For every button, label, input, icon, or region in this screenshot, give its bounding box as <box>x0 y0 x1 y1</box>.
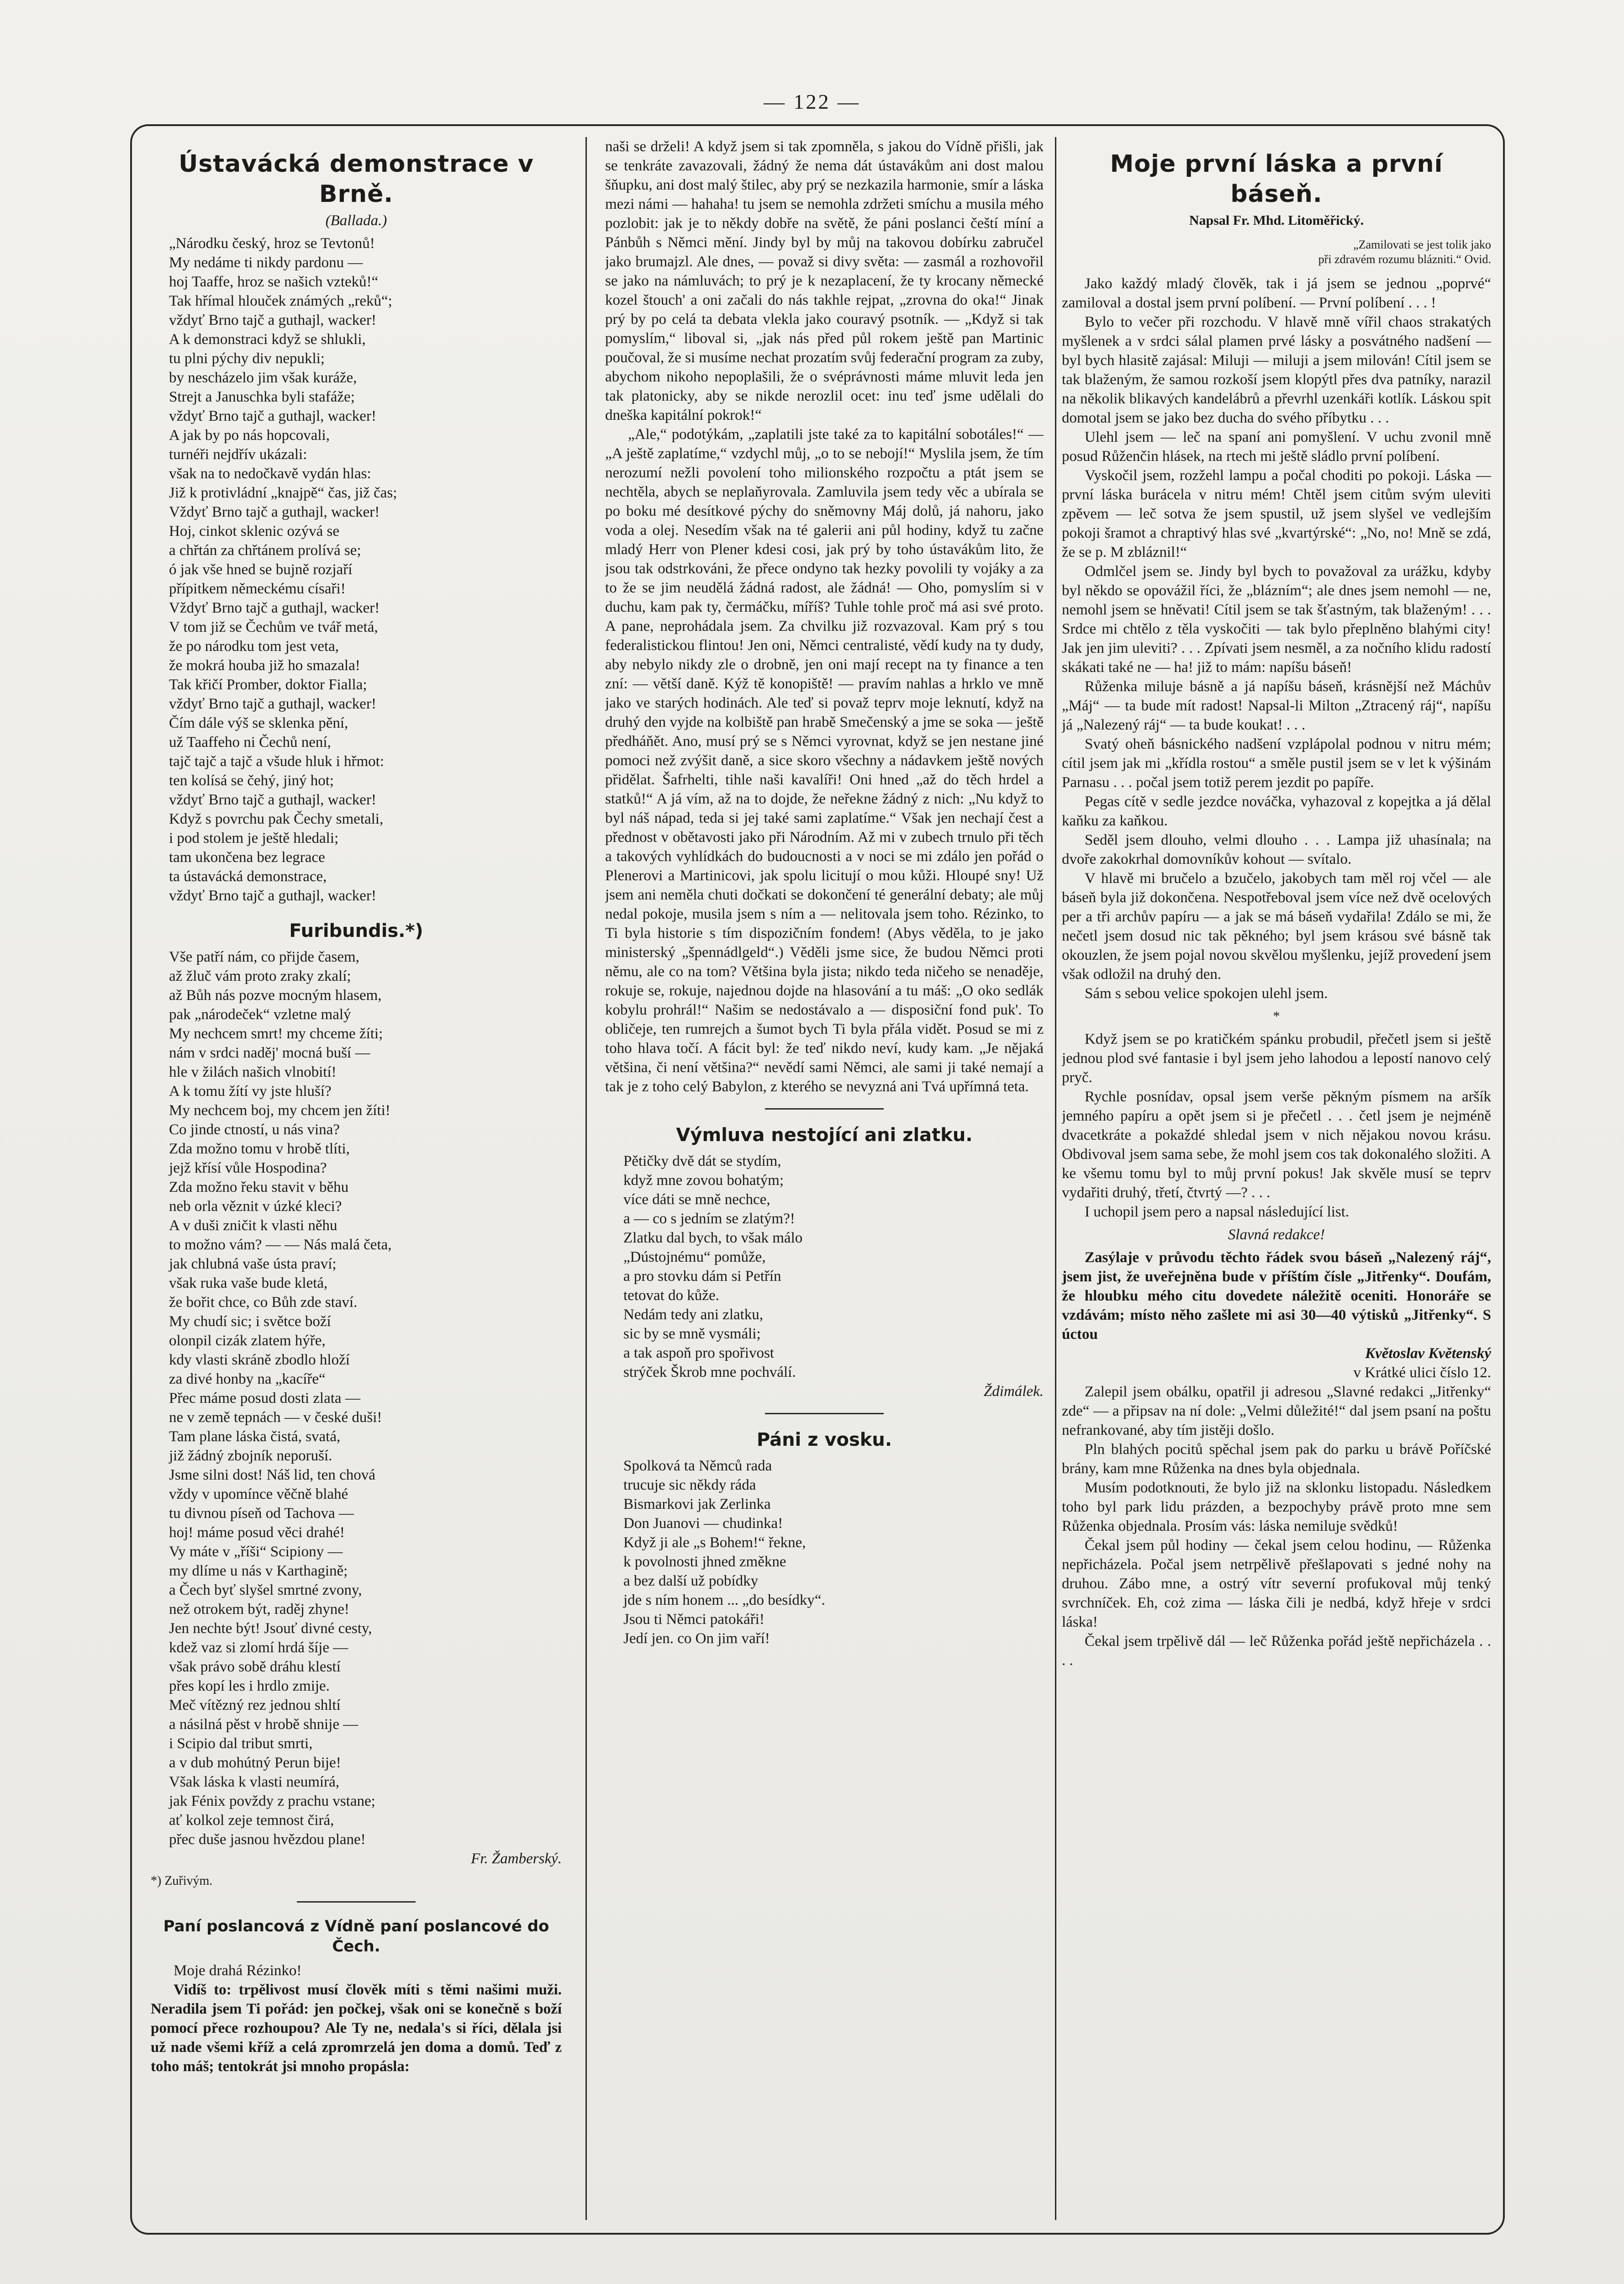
story-paragraph: Sám s sebou velice spokojen ulehl jsem. <box>1085 985 1328 1002</box>
poem-line: „Dústojnému“ pomůže, <box>623 1249 766 1265</box>
laska-part-1 <box>1062 274 1491 1003</box>
poem-line: sic by se mně vysmáli; <box>623 1326 761 1342</box>
poem-line: kdy vlasti skráně zbodlo hloží <box>169 1352 350 1368</box>
ballad-genre: (Ballada.) <box>325 212 387 229</box>
poem-line: Přec máme posud dosti zlata — <box>169 1390 360 1406</box>
story-paragraph: Pln blahých pocitů spěchal jsem pak do parku u brávě Poříčské brány, kam mne Růženka na dnes byla objednala. <box>1062 1441 1491 1477</box>
poem-line: by nescházelo jim však kuráže, <box>169 370 357 386</box>
story-paragraph: V hlavě mi bručelo a bzučelo, jakobych tam měl roj včel — ale báseň byla již dokončena. Nespotřeboval jsem více než dvě ocelových per a tři archův papíru — a jak se má báseň vydařila! Zdálo se mi, že nečetl jsem dosud nic tak pěkného; byl jsem krásou své básně tak okouzlen, že jsem pojal novou skvělou myšlenku, jejíž provedení jsem však odložil na druhý den. <box>1062 870 1491 983</box>
poem-line: vždyť Brno tajč a guthajl, wacker! <box>169 312 376 328</box>
poem-line: že po národku tom jest veta, <box>169 638 339 655</box>
poem-line: jak Fénix povždy z prachu vstane; <box>169 1793 375 1809</box>
poem-line: Don Juanovi — chudinka! <box>623 1515 783 1532</box>
story-paragraph: Seděl jsem dlouho, velmi dlouho . . . Lampa již uhasínala; na dvoře zakokrhal domovníkův kohout — svítalo. <box>1062 832 1491 867</box>
poem-line: a tak aspoň pro spořivost <box>623 1345 774 1361</box>
poem-line: Vždyť Brno tajč a guthajl, wacker! <box>169 504 380 520</box>
vymluva-poem <box>605 1152 1044 1382</box>
poem-line: pak „národeček“ vzletne malý <box>169 1006 351 1023</box>
poem-line: My nechcem boj, my chcem jen žíti! <box>169 1102 390 1119</box>
vymluva-signature: Ždimálek. <box>983 1383 1044 1400</box>
pani-title: Páni z vosku. <box>756 1429 892 1450</box>
poem-line: Hoj, cinkot sklenic ozývá se <box>169 523 339 539</box>
poem-line: Vždyť Brno tajč a guthajl, wacker! <box>169 600 380 616</box>
poem-line: Bismarkovi jak Zerlinka <box>623 1496 771 1512</box>
poem-line: strýček Škrob mne pochválí. <box>623 1364 796 1380</box>
poem-line: jejž křísí vůle Hospodina? <box>169 1160 327 1176</box>
column-left <box>151 137 562 2220</box>
poem-line: hle v žilách našich vlnobití! <box>169 1064 337 1080</box>
poem-line: i Scipio dal tribut smrti, <box>169 1735 313 1752</box>
poem-line: Tak hřímal hlouček známých „reků“; <box>169 293 392 309</box>
poem-line: a — co s jedním se zlatým?! <box>623 1211 795 1227</box>
poem-line: vždyť Brno tajč a guthajl, wacker! <box>169 792 376 808</box>
letter-text-col1: Vidíš to: trpělivost musí člověk míti s těmi našimi muži. Neradila jsem Ti pořád: jen počkej, však oni se konečně s boží pomocí přece rozhoupou? Ale Ty ne, nedala's si říci, dělala jsi už nade všemi kříž a celá zpromrzelá jen doma a domů. Teď z toho máš; tentokrát jsi mnoho propásla: <box>151 1982 562 2075</box>
poem-line: však ruka vaše bude kletá, <box>169 1275 328 1291</box>
poem-line: Meč vítězný rez jednou shltí <box>169 1697 341 1713</box>
poem-line: přes kopí les i hrdlo zmije. <box>169 1678 330 1694</box>
poem-line: Již k protivládní „knajpě“ čas, již čas; <box>169 485 397 501</box>
poem-line: již žádný zbojník neporuší. <box>169 1448 332 1464</box>
poem-line: olonpil cizák zlatem hýře, <box>169 1332 326 1349</box>
poem-line: že mokrá houba již ho smazala! <box>169 657 360 674</box>
poem-line: i pod stolem je ještě hledali; <box>169 830 339 846</box>
laska-letter-body: Zasýlaje v průvodu těchto řádek svou báseň „Nalezený ráj“, jsem jist, že uveřejněna bude v příštím čísle „Jitřenky“. Doufám, že hloubku mého citu dovedete náležitě oceniti. Honoráře se vzdávám; místo něho zašlete mi asi 30—40 výtisků „Jitřenky“. S úctou <box>1062 1249 1491 1343</box>
divider <box>297 1901 416 1903</box>
poem-line: my dlíme u nás v Karthagině; <box>169 1563 348 1579</box>
furibundis-poem <box>151 947 562 1849</box>
poem-line: „Národku český, hroz se Tevtonů! <box>169 235 375 252</box>
poem-line: Spolková ta Němců rada <box>623 1458 772 1474</box>
poem-line: ať kolkol zeje temnost čirá, <box>169 1812 334 1829</box>
poem-line: a v dub mohútný Perun bije! <box>169 1755 341 1771</box>
poem-line: ó jak vše hned se bujně rozjaří <box>169 561 353 578</box>
story-paragraph: I uchopil jsem pero a napsal následující list. <box>1085 1204 1350 1220</box>
poem-line: Nedám tedy ani zlatku, <box>623 1306 764 1323</box>
poem-line: My chudí sic; i světce boží <box>169 1313 331 1330</box>
poem-line: jde s ním honem ... „do besídky“. <box>623 1592 825 1608</box>
poem-line: že bořit chce, co Bůh zde staví. <box>169 1294 358 1311</box>
poem-line: než otrokem být, raděj zhyne! <box>169 1601 349 1618</box>
story-paragraph: Odmlčel jsem se. Jindy byl bych to považoval za urážku, kdyby byl někdo se opovážil říci, že „blázním“; ale dnes jsem nemohl — ne, nemohl jsem se hněvati! Cítil jsem se tak šťastným, tak blaženým! . . . Srdce mi chtělo z těla vyskočiti — tak bylo přeplněno blahými city! Jak jen jim uleviti? . . . Zpívati jsem nesměl, a za nočního klidu radostí skákati také ne — ha! již to mám: napíšu báseň! <box>1062 563 1491 676</box>
story-paragraph: Čekal jsem trpělivě dál — leč Růženka pořád ještě nepřicházela . . . . <box>1062 1633 1491 1669</box>
column-right <box>1062 137 1491 2220</box>
story-paragraph: Svatý oheň básnického nadšení vzplápolal podnou v nitru mém; cítil jsem jak mi „křídla rostou“ a směle pustil jsem se v let k výšinám Parnasu . . . počal jsem totiž perem jezdit po papíře. <box>1062 736 1491 791</box>
poem-line: Tak křičí Promber, doktor Fialla; <box>169 677 367 693</box>
story-paragraph: Když jsem se po kratičkém spánku probudil, přečetl jsem si ještě jednou plod své fantasie i byl jsem jeho lahodou a lepostí nanovo celý pryč. <box>1062 1031 1491 1086</box>
poem-line: však na to nedočkavě vydán hlas: <box>169 465 371 482</box>
poem-line: tam ukončena bez legrace <box>169 849 325 866</box>
poem-line: nám v srdci naděj' mocná buší — <box>169 1045 370 1061</box>
poem-line: Tam plane láska čistá, svatá, <box>169 1428 341 1445</box>
vymluva-title: Výmluva nestojící ani zlatku. <box>676 1125 973 1146</box>
story-paragraph: Ulehl jsem — leč na spaní ani pomyšlení. V uchu zvonil mně posud Růženčin hlásek, na rtech mi ještě sládlo první políbení. <box>1062 429 1491 465</box>
furibundis-signature: Fr. Žamberský. <box>471 1850 562 1867</box>
poem-line: už Taaffeho ni Čechů není, <box>169 734 331 751</box>
poem-line: vždyť Brno tajč a guthajl, wacker! <box>169 408 376 424</box>
poem-line: tu divnou píseň od Tachova — <box>169 1505 354 1522</box>
laska-letter-head: Slavná redakce! <box>1228 1227 1325 1243</box>
story-paragraph: Bylo to večer při rozchodu. V hlavě mně vířil chaos strakatých myšlenek a v srdci sálal plamen prvé lásky a posvátného nadšení — byl bych hlasitě zajásal: Miluji — miluji a jsem milován! Cítil jsem se tak blaženým, že samou rozkoší jsem klopýtl přes dva patníky, narazil na několik blikavých kandelábrů a převrhl uzenkáři kotlík. Láskou spit domotal jsem se jako bez ducha do svého příbytku . . . <box>1062 314 1491 426</box>
poem-line: a pro stovku dám si Petřín <box>623 1268 781 1285</box>
section-star: * <box>1273 1009 1280 1024</box>
story-paragraph: Růženka miluje básně a já napíšu báseň, krásnější než Máchův „Máj“ — ta bude mít radost! Napsal-li Milton „Ztracený ráj“, napíšu já „Nalezený ráj“ — ta bude koukat! . . . <box>1062 678 1491 733</box>
poem-line: Jsme silni dost! Náš lid, ten chová <box>169 1467 375 1483</box>
poem-line: ta ústavácká demonstrace, <box>169 868 327 885</box>
laska-part-2 <box>1062 1030 1491 1221</box>
poem-line: k povolnosti jhned změkne <box>623 1554 786 1570</box>
poem-line: Strejt a Januschka byli stafáže; <box>169 389 355 405</box>
poem-line: tu plni pýchy div nepukli; <box>169 350 325 367</box>
poem-line: a Čech byť slyšel smrtné zvony, <box>169 1582 362 1598</box>
poem-line: My nedáme ti nikdy pardonu — <box>169 254 363 271</box>
poem-line: vždyť Brno tajč a guthajl, wacker! <box>169 888 376 904</box>
poem-line: Jedí jen. co On jim vaří! <box>623 1630 770 1647</box>
poem-line: Vše patří nám, co přijde časem, <box>169 949 359 965</box>
furibundis-footnote: *) Zuřivým. <box>151 1874 213 1888</box>
page-number: — 122 — <box>764 90 860 113</box>
furibundis-title: Furibundis.*) <box>289 920 423 941</box>
poem-line: A jak by po nás hopcovali, <box>169 427 330 444</box>
poem-line: Vy máte v „říši“ Scipiony — <box>169 1544 343 1560</box>
story-paragraph: Čekal jsem půl hodiny — čekal jsem celou hodinu, — Růženka nepřicházela. Počal jsem netrpělivě přešlapovati s jedné nohy na druhou. Zábo mne, a ostrý vítr severní profukoval můj tenký svrchníček. Eh, coż zima — láska čili je nedbá, když hřeje v srdci láska! <box>1062 1537 1491 1630</box>
column-middle <box>605 137 1044 2220</box>
poem-line: vždyť Brno tajč a guthajl, wacker! <box>169 696 376 712</box>
poem-line: A v duši zničit k vlasti něhu <box>169 1217 337 1234</box>
poem-line: ne v země tepnách — v české duši! <box>169 1409 382 1426</box>
pani-poem <box>605 1456 1044 1648</box>
poem-line: Když s povrchu pak Čechy smetali, <box>169 811 384 827</box>
poem-line: hoj! máme posud věci drahé! <box>169 1524 345 1541</box>
poem-line: Jen nechte být! Jsouť divné cesty, <box>169 1620 372 1637</box>
poem-line: Pětičky dvě dát se stydím, <box>623 1153 781 1169</box>
story-paragraph: Zalepil jsem obálku, opatřil ji adresou „Slavné redakci „Jitřenky“ zde“ — a připsav na ní dole: „Velmi důležité!“ dal jsem psaní na poštu nefrankované, aby tím jistěji došlo. <box>1062 1384 1491 1438</box>
poem-line: a bez další už pobídky <box>623 1573 759 1589</box>
poem-line: za divé honby na „kacíře“ <box>169 1371 326 1387</box>
poem-line: turnéři nejdřív ukázali: <box>169 446 307 463</box>
story-paragraph: Vyskočil jsem, rozžehl lampu a počal choditi po pokoji. Láska — první láska burácela v nitru mém! Chtěl jsem citům svým uleviti zpěvem — leč sotva že jsem spustil, už jsem slyšel ve vedlejším pokoji šramot a chraptivý hlas své „kvartýrské“: „No, no! Mně se zdá, že se p. M zbláznil!“ <box>1062 467 1491 560</box>
poem-line: trucuje sic někdy ráda <box>623 1477 756 1493</box>
laska-part-3 <box>1062 1382 1491 1670</box>
ballad-poem <box>151 234 562 905</box>
poem-line: když mne zovou bohatým; <box>623 1172 784 1189</box>
poem-line: Zda možno tomu v hrobě tlíti, <box>169 1141 350 1157</box>
column-rule-right <box>1055 137 1056 2220</box>
story-paragraph: Rychle posnídav, opsal jsem verše pěkným písmem na aršík jemného papíru a opět jsem si je přečetl . . . četl jsem je nejméně dvacetkráte a pokaždé shledal jsem v nich nějakou novou krásu. Obdivoval jsem sama sebe, že mohl jsem cos tak dokonalého složiti. A ke všemu tomu byl to můj první pokus! Jak skvěle musí se teprv vydařiti druhý, třetí, čtvrtý —? . . . <box>1062 1089 1491 1201</box>
divider <box>765 1108 884 1110</box>
poem-line: však právo sobě dráhu klestí <box>169 1659 341 1675</box>
column-rule-left <box>585 137 587 2220</box>
poem-line: Jsou ti Němci patokáři! <box>623 1611 765 1628</box>
poem-line: Když ji ale „s Bohem!“ řekne, <box>623 1534 806 1551</box>
poem-line: Co jinde ctností, u nás vina? <box>169 1121 340 1138</box>
letter-salutation: Moje drahá Rézinko! <box>174 1962 302 1979</box>
poem-line: přípitkem německému císaři! <box>169 581 346 597</box>
story-paragraph: Jako každý mladý člověk, tak i já jsem se jednou „poprvé“ zamiloval a dostal jsem první políbení. — První políbení . . . ! <box>1062 275 1491 311</box>
poem-line: kdež vaz si zlomí hrdá šíje — <box>169 1639 348 1656</box>
poem-line: více dáti se mně nechce, <box>623 1191 770 1208</box>
poem-line: My nechcem smrt! my chceme žíti; <box>169 1026 383 1042</box>
poem-line: A k demonstraci když se shlukli, <box>169 331 366 348</box>
divider <box>765 1413 884 1414</box>
poem-line: a chřtán za chřtánem prolívá se; <box>169 542 361 559</box>
ballad-title: Ústavácká demonstrace v Brně. <box>179 150 534 208</box>
poem-line: přec duše jasnou hvězdou plane! <box>169 1831 366 1848</box>
laska-letter-signature: Květoslav Květenský <box>1365 1345 1491 1362</box>
poem-line: to možno vám? — — Nás malá četa, <box>169 1237 392 1253</box>
poem-line: tetovat do kůže. <box>623 1287 719 1304</box>
poem-line: vždy v upomínce věčně blahé <box>169 1486 348 1502</box>
poem-line: A k tomu žítí vy jste hluší? <box>169 1083 332 1100</box>
poem-line: tajč tajč a tajč a všude hluk i hřmot: <box>169 753 385 770</box>
laska-motto-line: „Zamilovati se jest tolik jako <box>1353 238 1491 251</box>
poem-line: hoj Taaffe, hroz se našich vzteků!“ <box>169 274 379 290</box>
laska-byline: Napsal Fr. Mhd. Litoměřický. <box>1189 213 1364 228</box>
poem-line: a násilná pěst v hrobě shnije — <box>169 1716 359 1733</box>
story-paragraph: Pegas cítě v sedle jezdce nováčka, vyhazoval z kopejtka a já dělal kaňku za kaňkou. <box>1062 793 1491 829</box>
laska-title: Moje první láska a první báseň. <box>1110 150 1443 208</box>
poem-line: V tom již se Čechům ve tvář metá, <box>169 619 378 635</box>
poem-line: Čím dále výš se sklenka pění, <box>169 715 348 731</box>
poem-line: neb orla věznit v úzké kleci? <box>169 1198 342 1215</box>
poem-line: Však láska k vlasti neumírá, <box>169 1774 339 1790</box>
laska-letter-address: v Krátké ulici číslo 12. <box>1353 1364 1491 1381</box>
laska-motto-line: při zdravém rozumu blázniti.“ Ovid. <box>1318 253 1491 266</box>
letter-paragraph: „Ale,“ podotýkám, „zaplatili jste také za to kapitální sobotáles!“ — „A ještě zaplatíme,“ vzdychl můj, „o to se nebojí!“ Myslila jsem, že tím nerozumí nežli povolení toho milionského rozpočtu a ptát jsem se nechtěla, abych se neplaňyrovala. Zamluvila jsem tedy věc a ubírala se po boku mé desítkové pýchy do sněmovny Máj dolů, já nahoru, jako voda a olej. Nesedím však na té galerii ani půl hodiny, když tu začne mladý Herr von Plener kdesi cosi, jak prý by toho ústavákům lito, že jsou tak odstrkováni, že přece ondyno tak hezky povolili ty vojáky a za to že se jim neudělá žádná radost, ale žádná! — Oho, pomyslím si v duchu, kam pak ty, čermáčku, míříš? Tuhle tohle proč má asi své proto. A pane, neprohádala jsem. Za chvilku již rozvazoval. Kam prý s tou federalistickou flintou! Jen oni, Němci centralisté, vědí kudy na ty dudy, aby nebylo nikdy zle o drobně, jen oni mají recept na ty finance a ten zní: — větší daně. Kýž tě konopiště! — pravím nahlas a hrklo ve mně jako ve starých hodinách. Ale teď si považ teprv moje leknutí, když na druhý den vyjde na kolbiště pan hrabě Smečenský a jme se soka — ještě předháňět. Ano, musí prý se s Němci vyrovnat, když se jen nestane jiné pomoci než zvýšit daně, a sice skoro všechny a nádavkem ještě nových přidělat. Šafrhelti, tihle naši kavalíři! Oni hned „až do těch hrdel a statků!“ A já vím, až na to dojde, že neřekne žádný z nich: „Nu když to byl náš nápad, teda si jej také sami zaplatíme.“ Však jen nechají čest a přednost v obětavosti jako při Národním. Až mi v zubech trnulo při těch a takových vyhlídkách do budoucnosti a v noci se mi zdálo jen pořád o Plenerovi a Martinicovi, jak spolu licitují o mou kůži. Hloupé sny! Už jsem ani neměla chuti dočkati se dokončení té generální debaty; ale můj nedal pokoje, musila jsem s ním a — nelitovala jsem toho. Rézinko, to Ti byla historie s tím dispozičním fondem! (Abys věděla, to je jako ministerský „špennádlgeld“.) Věděli jsme sice, že budou Němci proti němu, ale co na tom? Většina byla jista; nikdo teda ničeho se nenaděje, rokuje se, rokuje, najednou dojde na hlasování a tu máš: „O oko sedlák kobylu prohrál!“ Našim se nedostávalo a — disposiční fond puk'. To obličeje, ten rumrejch a šumot bych Ti byla přála vidět. Posud se mi z toho hlava točí. A fácit byl: že teď nikdo neví, kudy kam. „Je nějaká většina, či není většina?“ nevědí sami Němci, ale sami ji také nemají a tak je z toho celý Babylon, z kterého se nevyzná ani Tvá upřímná teta. <box>605 426 1044 1095</box>
poem-line: jak chlubná vaše ústa praví; <box>169 1256 337 1272</box>
poem-line: Zlatku dal bych, to však málo <box>623 1230 803 1246</box>
poem-line: ten kolísá se čehý, jiný hot; <box>169 772 334 789</box>
poem-line: až Bůh nás pozve mocným hlasem, <box>169 987 382 1004</box>
poem-line: Zda možno řeku stavit v běhu <box>169 1179 349 1195</box>
story-paragraph: Musím podotknouti, že bylo již na sklonku listopadu. Následkem toho byl park lidu prázden, a bezpochyby právě proto mne sem Růženka objednala. Prosím vás: láska nemiluje svědků! <box>1062 1480 1491 1534</box>
poem-line: až žluč vám proto zraky zkalí; <box>169 968 351 984</box>
letter-title: Paní poslancová z Vídně paní poslancové do Čech. <box>163 1917 549 1956</box>
letter-paragraph: naši se drželi! A když jsem si tak zpomněla, s jakou do Vídně přišli, jak se tenkráte zavazovali, žádný že nema dát ústavákům ani dost malou šňupku, ani dost malý štilec, aby prý se nezkazila harmonie, smír a láska mezi námi — hahaha! tu jsem se nemohla zdržeti smíchu a musila mého pozlobit: jak je to někdy dobře na světě, že páni poslanci čeští míní a Pánbůh s Němci mění. Jindy byl by můj na takovou dobírku zabručel jako brumajzl. Ale dnes, — považ si divy světa: — zasmál a rozhovořil se jako na námluvách; to prý je k nezaplacení, že ty krocany německé kozel štouch' a oni začali do nás takhle rejpat, „zrovna do oka!“ Jinak prý by po celá ta debata vlekla jako couravý psotník. — „Když si tak pomyslím,“ liboval si, „jak nás před půl rokem ještě pan Martinic poučoval, že si musíme nechat prozatím svůj federační program za zuby, abychom nikoho nepoplašili, že o svéprávnosti máme mluvit leda jen tak platonicky, aby se nikde nerozlil ocet: inu teď jsme udělali do dneška kapitální pokrok!“ <box>605 138 1044 423</box>
